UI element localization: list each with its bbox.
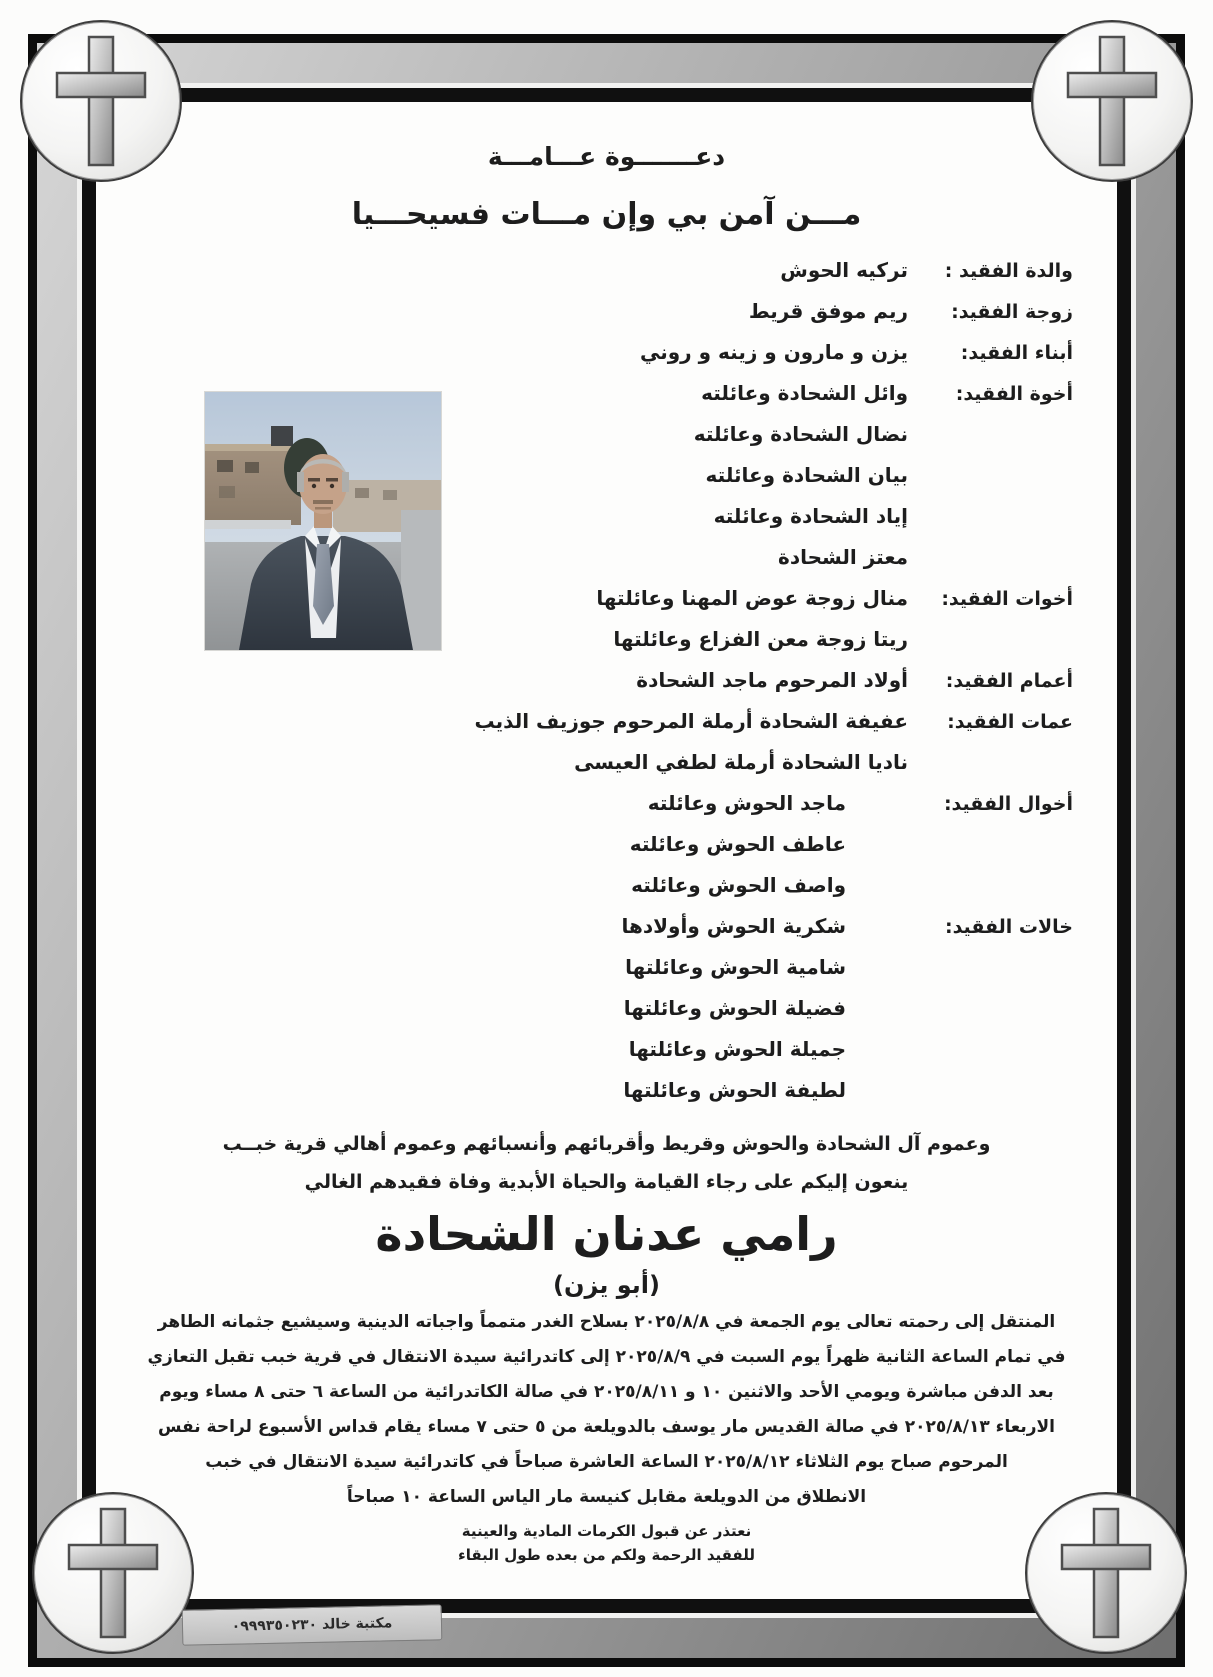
- family-list: [140, 258, 1073, 1119]
- relative-name: أولاد المرحوم ماجد الشحادة: [636, 668, 908, 692]
- relative-name: منال زوجة عوض المهنا وعائلتها: [596, 586, 908, 610]
- relative-name: ماجد الحوش وعائلته: [647, 791, 846, 815]
- details-line: الانطلاق من الدويلعة مقابل كنيسة مار الياس الساعة ١٠ صباحاً: [346, 1487, 867, 1507]
- christian-cross-icon: [20, 20, 182, 182]
- relative-name: معتز الشحادة: [778, 545, 908, 569]
- christian-cross-icon: [1025, 1492, 1187, 1654]
- relative-name: ناديا الشحادة أرملة لطفي العيسى: [574, 750, 908, 774]
- relative-name: تركيه الحوش: [780, 258, 908, 282]
- closing-line: للفقيد الرحمة ولكم من بعده طول البقاء: [458, 1546, 755, 1564]
- family-row: [140, 1078, 1073, 1119]
- content-area: [82, 88, 1131, 1613]
- family-row: [140, 709, 1073, 750]
- relative-name: إياد الشحادة وعائلته: [713, 504, 908, 528]
- family-row: [140, 996, 1073, 1037]
- relative-name: يزن و مارون و زينه و روني: [639, 340, 908, 364]
- clan-line: وعموم آل الشحادة والحوش وقريط وأقربائهم وأنسبائهم وعموم أهالي قرية خبــب: [222, 1133, 991, 1155]
- relative-name: جميلة الحوش وعائلتها: [628, 1037, 846, 1061]
- details-line: بعد الدفن مباشرة ويومي الأحد والاثنين ١٠ و ٢٠٢٥/٨/١١ في صالة الكاتدرائية من الساعة ٦ حتى ٨ مساء ويوم: [159, 1382, 1054, 1402]
- deceased-name: رامي عدنان الشحادة: [375, 1207, 838, 1261]
- relation-label: أعمام الفقيد:: [945, 670, 1073, 692]
- family-row: [140, 955, 1073, 996]
- relative-name: شكرية الحوش وأولادها: [621, 914, 846, 938]
- relation-label: أبناء الفقيد:: [960, 342, 1073, 364]
- relative-name: ريم موفق قريط: [748, 299, 908, 323]
- christian-cross-icon: [32, 1492, 194, 1654]
- relative-name: واصف الحوش وعائلته: [631, 873, 846, 897]
- relative-name: بيان الشحادة وعائلته: [705, 463, 908, 487]
- relative-name: عاطف الحوش وعائلته: [629, 832, 846, 856]
- relation-label: أخوال الفقيد:: [943, 793, 1073, 815]
- relative-name: فضيلة الحوش وعائلتها: [623, 996, 846, 1020]
- relative-name: ريتا زوجة معن الفزاع وعائلتها: [613, 627, 908, 651]
- christian-cross-icon: [1031, 20, 1193, 182]
- invite-title: دعـــــــوة عـــامـــة: [487, 142, 726, 171]
- family-row: [140, 914, 1073, 955]
- outer-frame: [28, 34, 1185, 1667]
- printer-stamp: مكتبة خالد ٠٩٩٩٣٥٠٢٣٠: [182, 1604, 443, 1645]
- relation-label: خالات الفقيد:: [944, 916, 1073, 938]
- family-row: [140, 1037, 1073, 1078]
- family-row: [140, 791, 1073, 832]
- scripture-verse: مـــن آمن بي وإن مـــات فسيحـــيا: [351, 197, 862, 232]
- family-row: [140, 750, 1073, 791]
- relation-label: أخوات الفقيد:: [941, 588, 1073, 610]
- announcement-line: ينعون إليكم على رجاء القيامة والحياة الأبدية وفاة فقيدهم الغالي: [304, 1171, 909, 1193]
- funeral-details: [140, 1305, 1073, 1515]
- family-row: [140, 873, 1073, 914]
- relation-label: عمات الفقيد:: [947, 711, 1073, 733]
- relative-name: عفيفة الشحادة أرملة المرحوم جوزيف الذيب: [474, 709, 908, 733]
- family-row: [140, 299, 1073, 340]
- family-row: [140, 668, 1073, 709]
- relative-name: شامية الحوش وعائلتها: [625, 955, 846, 979]
- details-line: في تمام الساعة الثانية ظهراً يوم السبت في ٢٠٢٥/٨/٩ إلى كاتدرائية سيدة الانتقال في قرية خبب تقبل التعازي: [147, 1347, 1066, 1367]
- frame-white-line: [77, 83, 1136, 1618]
- deceased-portrait-photo: [205, 392, 441, 650]
- relation-label: أخوة الفقيد:: [955, 383, 1073, 405]
- relative-name: وائل الشحادة وعائلته: [701, 381, 908, 405]
- details-line: المرحوم صباح يوم الثلاثاء ٢٠٢٥/٨/١٢ الساعة العاشرة صباحاً في كاتدرائية سيدة الانتقال في خبب: [205, 1452, 1008, 1472]
- relative-name: نضال الشحادة وعائلته: [693, 422, 908, 446]
- details-line: الاربعاء ٢٠٢٥/٨/١٣ في صالة القديس مار يوسف بالدويلعة من ٥ حتى ٧ مساء يقام قداس الأسبوع لراحة نفس: [157, 1417, 1055, 1437]
- details-line: المنتقل إلى رحمته تعالى يوم الجمعة في ٢٠٢٥/٨/٨ بسلاح الغدر متمماً واجباته الدينية وسيشيع جثمانه الطاهر: [157, 1312, 1056, 1332]
- family-row: [140, 832, 1073, 873]
- deceased-nickname: (أبو يزن): [552, 1271, 660, 1299]
- relative-name: لطيفة الحوش وعائلتها: [623, 1078, 846, 1102]
- family-row: [140, 258, 1073, 299]
- apology-line: نعتذر عن قبول الكرمات المادية والعينية: [461, 1522, 752, 1540]
- family-row: [140, 340, 1073, 381]
- frame-gray-band: [37, 43, 1176, 1658]
- relation-label: والدة الفقيد :: [944, 260, 1073, 282]
- relation-label: زوجة الفقيد:: [951, 301, 1073, 323]
